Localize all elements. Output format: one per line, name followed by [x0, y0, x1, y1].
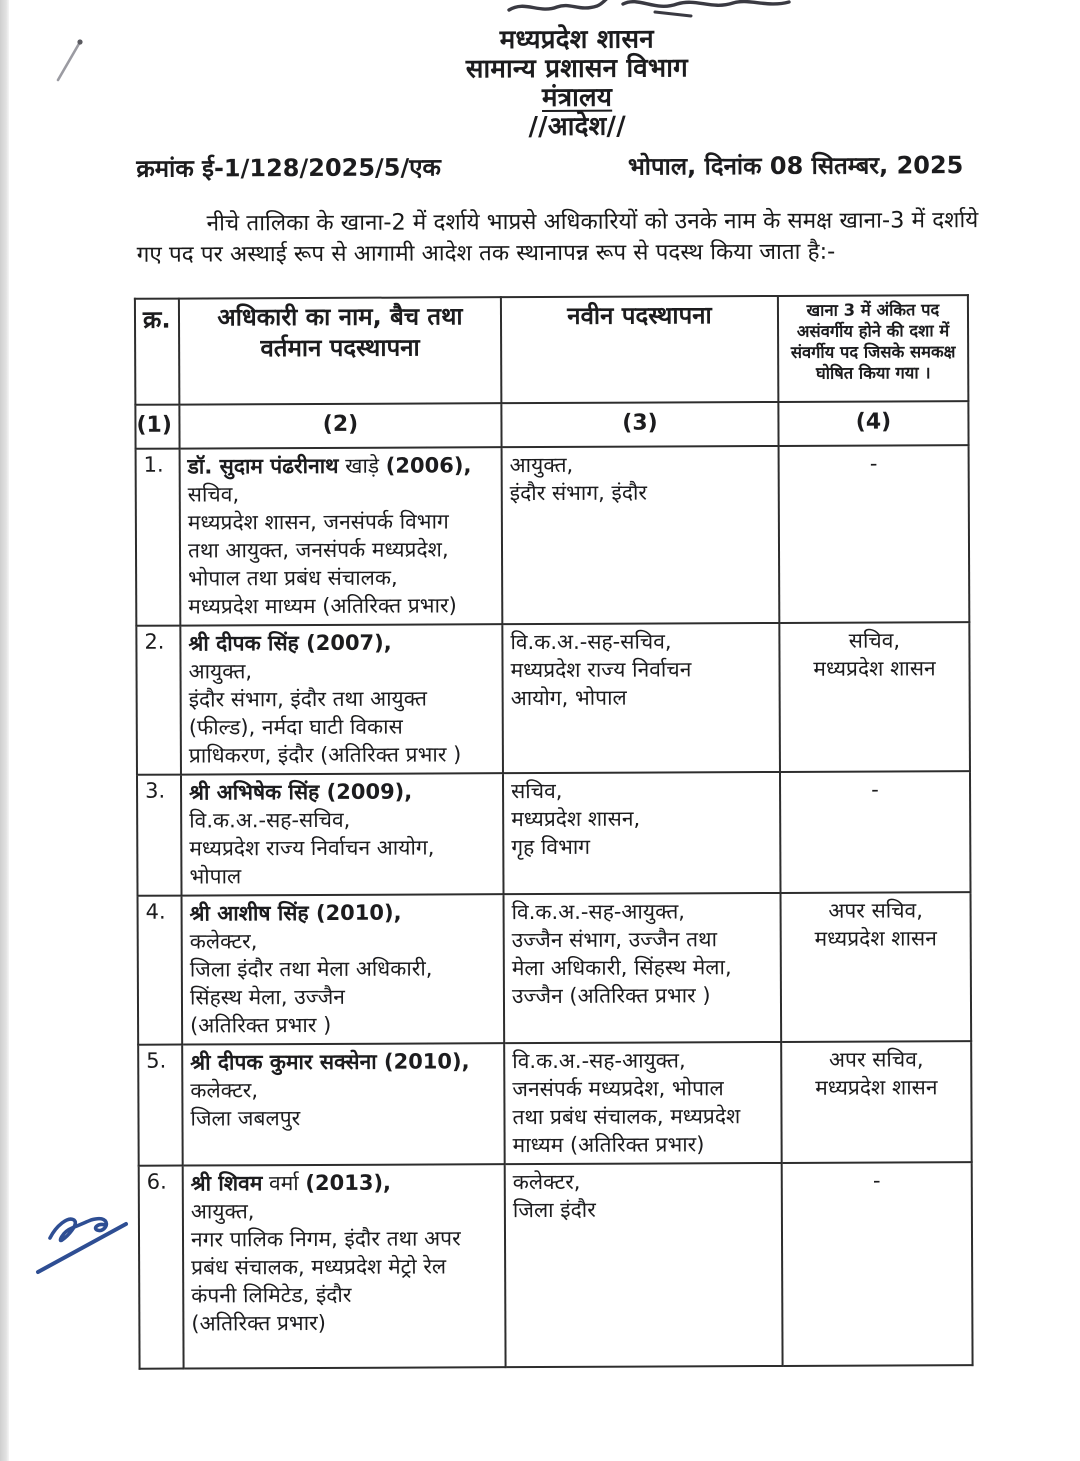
- new-posting-line: आयोग, भोपाल: [510, 685, 627, 711]
- officer-name-bold: डॉ. सुदाम पंढरीनाथ: [187, 453, 339, 479]
- equivalent-post-line: -: [871, 777, 879, 802]
- current-posting-line: कलेक्टर,: [190, 1078, 259, 1103]
- officer-name-bold: श्री दीपक कुमार सक्सेना (2010),: [190, 1049, 470, 1075]
- department-name: सामान्य प्रशासन विभाग: [465, 53, 689, 85]
- officer-cell: [180, 447, 503, 625]
- new-posting-line: वि.क.अ.-सह-सचिव,: [510, 629, 672, 655]
- place-date: भोपाल, दिनांक 08 सितम्बर, 2025: [627, 151, 964, 181]
- equivalent-post-cell: [781, 892, 972, 1042]
- column-number-row: [135, 401, 968, 449]
- new-posting-line: जिला इंदौर: [512, 1197, 596, 1223]
- equivalent-post-line: मध्यप्रदेश शासन: [813, 656, 936, 681]
- ministry-label: मंत्रालय: [541, 82, 613, 113]
- new-posting-line: आयुक्त,: [509, 452, 574, 478]
- current-posting-line: कलेक्टर,: [189, 929, 258, 954]
- equivalent-post-cell: [780, 771, 971, 893]
- current-posting-line: (अतिरिक्त प्रभार): [191, 1310, 326, 1336]
- table-header-row: [135, 295, 968, 405]
- header-equivalent-post: खाना 3 में अंकित पद असंवर्गीय होने की दशा में संवर्गीय पद जिसके समकक्ष घोषित किया गया ।: [778, 295, 968, 402]
- new-posting-line: तथा प्रबंध संचालक, मध्यप्रदेश: [512, 1104, 741, 1130]
- current-posting-line: आयुक्त,: [188, 659, 253, 684]
- serial-cell: 5.: [138, 1045, 183, 1166]
- letterhead: [0, 0, 1078, 144]
- table-row: [137, 771, 971, 896]
- new-posting-cell: [502, 446, 780, 624]
- current-posting-line: आयुक्त,: [190, 1199, 255, 1224]
- new-posting-line: उज्जैन (अतिरिक्त प्रभार ): [511, 983, 711, 1009]
- officer-name-bold: (2006),: [385, 453, 472, 478]
- equivalent-post-line: -: [872, 1168, 881, 1193]
- equivalent-post-cell: [779, 445, 970, 623]
- current-posting-line: (अतिरिक्त प्रभार ): [190, 1012, 332, 1038]
- table-row: [139, 1162, 973, 1369]
- officer-name-bold: श्री अभिषेक सिंह (2009),: [189, 779, 413, 805]
- current-posting-line: मध्यप्रदेश राज्य निर्वाचन आयोग,: [189, 835, 435, 861]
- table-row: [138, 1041, 972, 1166]
- officer-name: [188, 628, 494, 657]
- new-posting-line: गृह विभाग: [511, 834, 591, 860]
- new-posting-cell: [504, 893, 782, 1043]
- officer-name-regular: वर्मा: [262, 1171, 306, 1196]
- current-posting-line: मध्यप्रदेश शासन, जनसंपर्क विभाग: [187, 509, 449, 535]
- current-posting-line: जिला इंदौर तथा मेला अधिकारी,: [189, 956, 433, 982]
- col-number: (3): [501, 402, 778, 447]
- officer-cell: [180, 624, 503, 774]
- equivalent-post-line: मध्यप्रदेश शासन: [814, 926, 937, 951]
- col-number: (1): [135, 405, 179, 449]
- new-posting-line: मेला अधिकारी, सिंहस्थ मेला,: [511, 955, 732, 981]
- equivalent-post-line: सचिव,: [848, 628, 901, 653]
- officer-name-bold: श्री दीपक सिंह (2007),: [188, 630, 392, 656]
- current-posting-line: भोपाल तथा प्रबंध संचालक,: [188, 565, 398, 591]
- new-posting-line: कलेक्टर,: [512, 1169, 581, 1195]
- officer-name-bold: (2013),: [305, 1170, 392, 1196]
- table-row: [136, 445, 970, 626]
- current-posting-line: (फील्ड), नर्मदा घाटी विकास: [188, 714, 403, 740]
- current-posting-line: इंदौर संभाग, इंदौर तथा आयुक्त: [188, 686, 427, 712]
- officer-name: [189, 777, 495, 806]
- table-row: [138, 892, 972, 1045]
- order-number: क्रमांक ई-1/128/2025/5/एक: [136, 153, 441, 183]
- officer-name: [188, 451, 494, 480]
- new-posting-line: सचिव,: [511, 778, 563, 804]
- new-posting-line: मध्यप्रदेश राज्य निर्वाचन: [510, 657, 692, 683]
- new-posting-line: इंदौर संभाग, इंदौर: [509, 480, 648, 506]
- current-posting-line: सचिव,: [187, 482, 240, 507]
- officer-name-regular: खाड़े: [338, 453, 386, 478]
- new-posting-line: उज्जैन संभाग, उज्जैन तथा: [511, 927, 718, 953]
- col-number: (4): [778, 401, 968, 446]
- new-posting-cell: [504, 1042, 782, 1164]
- current-posting-line: तथा आयुक्त, जनसंपर्क मध्यप्रदेश,: [187, 537, 449, 563]
- current-posting-line: कंपनी लिमिटेड, इंदौर: [191, 1282, 352, 1308]
- officer-cell: [183, 1164, 506, 1368]
- current-posting-line: भोपाल: [189, 864, 242, 889]
- new-posting-line: जनसंपर्क मध्यप्रदेश, भोपाल: [512, 1076, 724, 1102]
- current-posting-line: नगर पालिक निगम, इंदौर तथा अपर: [190, 1226, 461, 1252]
- current-posting-line: जिला जबलपुर: [190, 1106, 301, 1131]
- new-posting-line: मध्यप्रदेश शासन,: [511, 806, 641, 832]
- order-heading: //आदेश//: [528, 111, 626, 143]
- officer-name: [191, 1168, 497, 1197]
- header-serial: क्र.: [135, 299, 179, 405]
- current-posting-line: प्रबंध संचालक, मध्यप्रदेश मेट्रो रेल: [191, 1254, 447, 1280]
- current-posting-line: प्राधिकरण, इंदौर (अतिरिक्त प्रभार ): [188, 742, 462, 768]
- new-posting-cell: [502, 623, 780, 773]
- officer-name-bold: श्री शिवम: [190, 1171, 263, 1196]
- current-posting-line: वि.क.अ.-सह-सचिव,: [189, 807, 351, 833]
- order-table-body: [136, 445, 973, 1369]
- serial-cell: 3.: [137, 775, 182, 896]
- posting-order-table: [134, 294, 974, 1370]
- equivalent-post-line: अपर सचिव,: [828, 898, 923, 923]
- col-number: (2): [179, 403, 501, 448]
- officer-cell: [181, 773, 504, 895]
- serial-cell: 6.: [139, 1166, 184, 1369]
- current-posting-line: मध्यप्रदेश माध्यम (अतिरिक्त प्रभार): [188, 593, 457, 619]
- header-officer-name: अधिकारी का नाम, बैच तथा वर्तमान पदस्थापना: [179, 297, 501, 404]
- officer-name: [190, 1047, 496, 1076]
- serial-cell: 4.: [138, 896, 183, 1045]
- serial-cell: 1.: [136, 449, 181, 626]
- current-posting-line: सिंहस्थ मेला, उज्जैन: [189, 984, 345, 1010]
- equivalent-post-cell: [782, 1162, 973, 1366]
- officer-name-bold: श्री आशीष सिंह (2010),: [189, 900, 402, 926]
- new-posting-cell: [503, 772, 781, 894]
- header-new-posting: नवीन पदस्थापना: [501, 296, 778, 403]
- new-posting-line: वि.क.अ.-सह-आयुक्त,: [511, 899, 686, 925]
- equivalent-post-cell: [781, 1041, 972, 1163]
- officer-cell: [182, 894, 505, 1044]
- officer-name: [190, 898, 496, 927]
- table-row: [136, 622, 970, 775]
- serial-cell: 2.: [136, 626, 181, 775]
- new-posting-line: वि.क.अ.-सह-आयुक्त,: [512, 1048, 686, 1074]
- equivalent-post-cell: [779, 622, 970, 772]
- government-name: मध्यप्रदेश शासन: [499, 24, 654, 56]
- equivalent-post-line: मध्यप्रदेश शासन: [815, 1075, 938, 1100]
- equivalent-post-line: अपर सचिव,: [828, 1047, 924, 1072]
- order-ref-line: [136, 148, 963, 185]
- officer-cell: [182, 1043, 505, 1165]
- new-posting-cell: [505, 1163, 783, 1367]
- new-posting-line: माध्यम (अतिरिक्त प्रभार): [512, 1132, 705, 1158]
- equivalent-post-line: -: [869, 451, 878, 476]
- intro-paragraph: नीचे तालिका के खाना-2 में दर्शाये भाप्रसे अधिकारियों को उनके नाम के समक्ष खाना-3 में दर्शाये गए पद पर अस्थाई रूप से आगामी आदेश तक स्थानापन्न रूप से पदस्थ किया जाता है:-: [136, 207, 979, 268]
